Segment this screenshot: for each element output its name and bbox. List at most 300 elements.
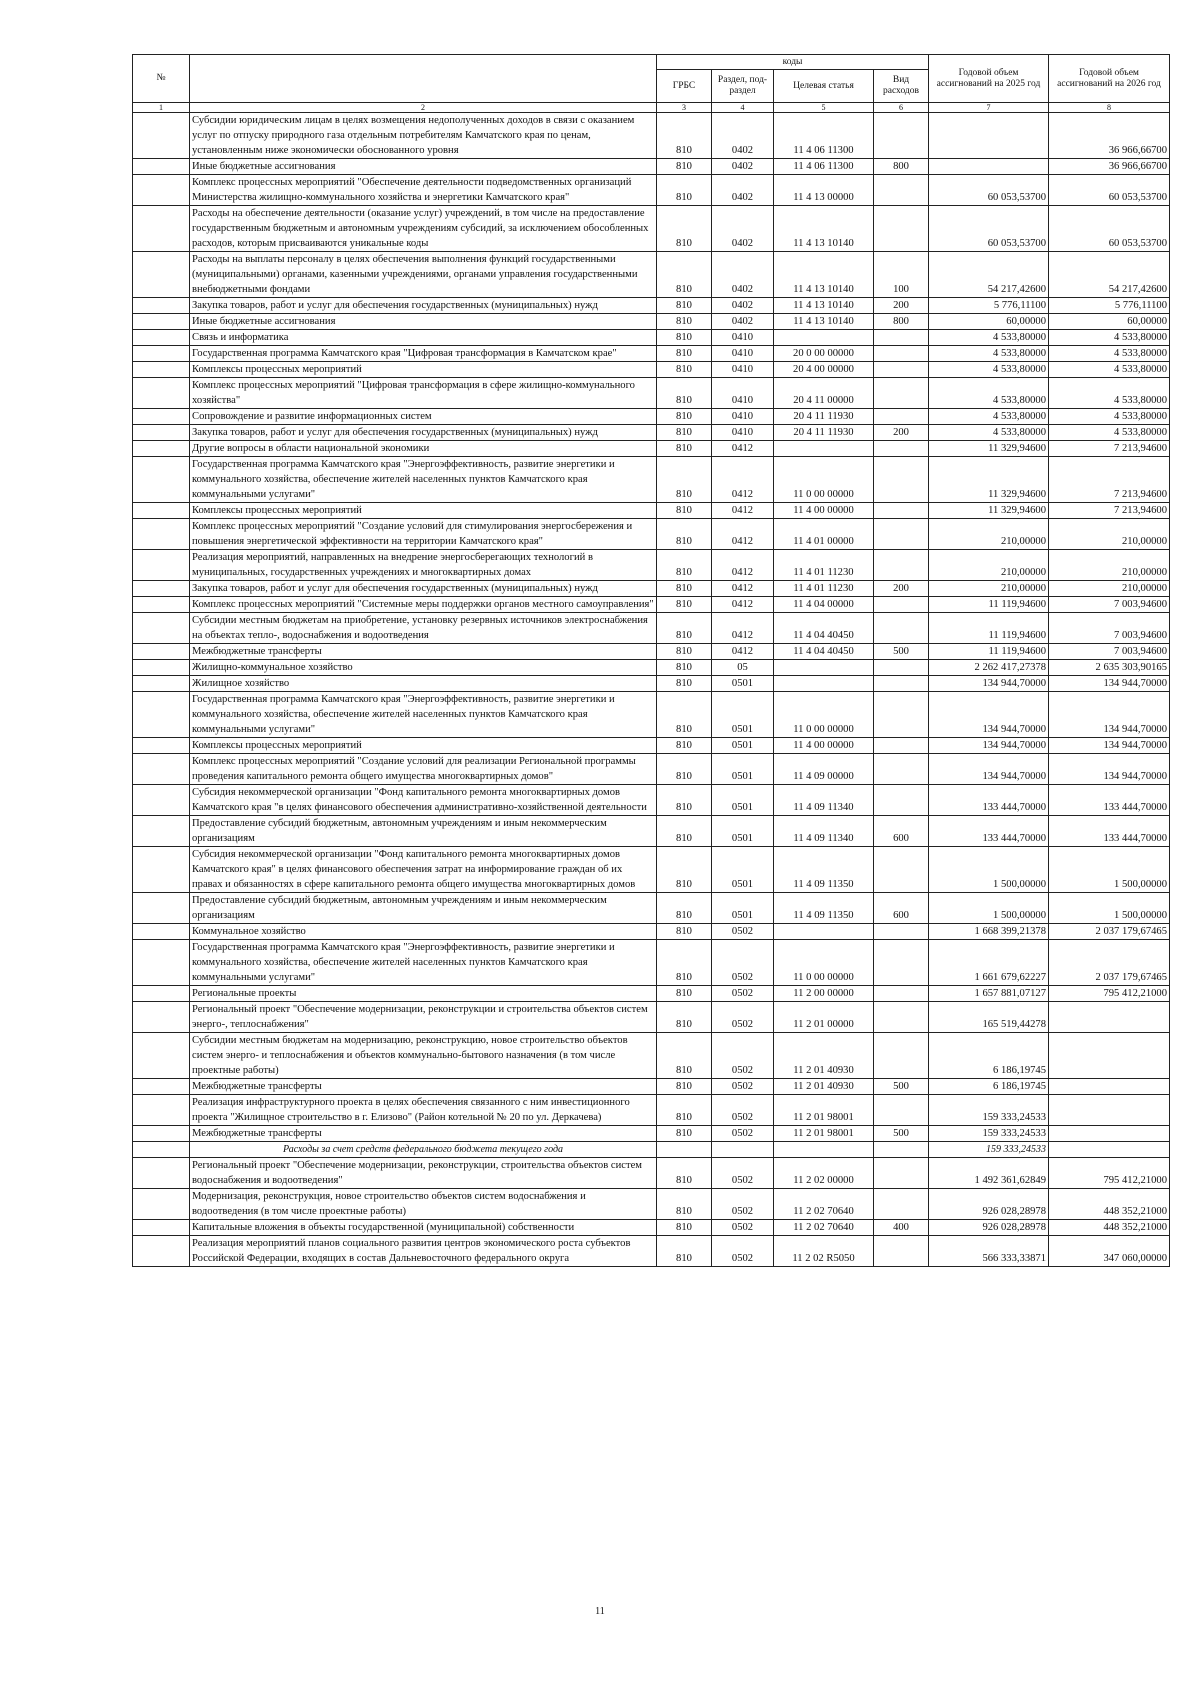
row-target-article: 11 4 04 40450 [774, 644, 874, 660]
row-target-article: 11 0 00 00000 [774, 940, 874, 986]
column-number: 2 [190, 103, 657, 113]
row-expense-type [874, 1095, 929, 1126]
row-volume-2026: 210,00000 [1049, 581, 1170, 597]
row-volume-2025: 4 533,80000 [929, 330, 1049, 346]
row-expense-type [874, 1236, 929, 1267]
row-volume-2025: 6 186,19745 [929, 1033, 1049, 1079]
row-number [133, 425, 190, 441]
column-number: 1 [133, 103, 190, 113]
row-name: Государственная программа Камчатского края "Энергоэффективность, развитие энергетики и коммунального хозяйства, обеспечение жителей населенных пунктов Камчатского края коммунальными услугами" [190, 457, 657, 503]
row-number [133, 847, 190, 893]
row-number [133, 1236, 190, 1267]
row-target-article: 11 4 04 00000 [774, 597, 874, 613]
row-volume-2026: 2 037 179,67465 [1049, 940, 1170, 986]
table-row [133, 816, 1170, 847]
row-razdel: 0402 [712, 206, 774, 252]
row-volume-2025: 60,00000 [929, 314, 1049, 330]
row-grbs: 810 [657, 847, 712, 893]
row-target-article: 11 4 13 00000 [774, 175, 874, 206]
row-grbs: 810 [657, 159, 712, 175]
table-row [133, 1033, 1170, 1079]
table-row [133, 550, 1170, 581]
row-razdel: 0402 [712, 252, 774, 298]
row-expense-type [874, 206, 929, 252]
row-number [133, 581, 190, 597]
row-razdel: 0412 [712, 457, 774, 503]
table-row [133, 581, 1170, 597]
row-name: Комплекс процессных мероприятий "Обеспечение деятельности подведомственных организаций Министерства жилищно-коммунального хозяйства и энергетики Камчатского края" [190, 175, 657, 206]
row-expense-type [874, 738, 929, 754]
row-grbs: 810 [657, 441, 712, 457]
table-row [133, 692, 1170, 738]
row-name: Предоставление субсидий бюджетным, автономным учреждениям и иным некоммерческим организациям [190, 893, 657, 924]
row-grbs: 810 [657, 1189, 712, 1220]
table-row [133, 175, 1170, 206]
row-volume-2025: 165 519,44278 [929, 1002, 1049, 1033]
table-row [133, 738, 1170, 754]
row-target-article [774, 924, 874, 940]
row-name: Межбюджетные трансферты [190, 644, 657, 660]
row-razdel: 0412 [712, 581, 774, 597]
row-volume-2025: 134 944,70000 [929, 692, 1049, 738]
row-number [133, 940, 190, 986]
row-expense-type [874, 1189, 929, 1220]
row-target-article: 20 4 11 11930 [774, 425, 874, 441]
row-grbs: 810 [657, 597, 712, 613]
row-volume-2026 [1049, 1142, 1170, 1158]
row-target-article: 11 2 02 70640 [774, 1220, 874, 1236]
table-row [133, 1142, 1170, 1158]
row-razdel: 0502 [712, 1033, 774, 1079]
row-expense-type [874, 692, 929, 738]
budget-document [132, 54, 1170, 1267]
row-razdel: 0502 [712, 1126, 774, 1142]
row-number [133, 1158, 190, 1189]
table-row [133, 660, 1170, 676]
row-volume-2026: 134 944,70000 [1049, 676, 1170, 692]
row-number [133, 457, 190, 503]
row-target-article: 11 2 01 98001 [774, 1095, 874, 1126]
row-volume-2026: 4 533,80000 [1049, 346, 1170, 362]
row-volume-2026: 347 060,00000 [1049, 1236, 1170, 1267]
row-target-article: 20 4 00 00000 [774, 362, 874, 378]
row-volume-2026: 7 213,94600 [1049, 441, 1170, 457]
row-razdel: 0412 [712, 644, 774, 660]
row-expense-type: 800 [874, 314, 929, 330]
row-number [133, 550, 190, 581]
row-name: Межбюджетные трансферты [190, 1079, 657, 1095]
row-expense-type [874, 986, 929, 1002]
row-razdel: 0502 [712, 1189, 774, 1220]
row-name: Субсидии юридическим лицам в целях возмещения недополученных доходов в связи с оказанием услуг по отпуску природного газа отдельным потребителям Камчатского края по ценам, установленным ниже экономически обоснованного уровня [190, 113, 657, 159]
table-row [133, 519, 1170, 550]
row-target-article: 20 0 00 00000 [774, 346, 874, 362]
row-number [133, 785, 190, 816]
row-target-article: 11 2 01 00000 [774, 1002, 874, 1033]
row-volume-2026: 4 533,80000 [1049, 362, 1170, 378]
row-razdel: 0501 [712, 893, 774, 924]
row-grbs: 810 [657, 298, 712, 314]
row-name: Закупка товаров, работ и услуг для обеспечения государственных (муниципальных) нужд [190, 581, 657, 597]
row-name: Связь и информатика [190, 330, 657, 346]
row-grbs: 810 [657, 503, 712, 519]
row-number [133, 754, 190, 785]
row-volume-2025: 210,00000 [929, 519, 1049, 550]
row-razdel: 0502 [712, 1002, 774, 1033]
row-grbs: 810 [657, 644, 712, 660]
row-expense-type [874, 409, 929, 425]
row-target-article: 11 4 13 10140 [774, 298, 874, 314]
row-razdel: 0501 [712, 785, 774, 816]
row-expense-type [874, 847, 929, 893]
row-target-article: 11 2 02 70640 [774, 1189, 874, 1220]
row-razdel: 0402 [712, 175, 774, 206]
row-expense-type [874, 550, 929, 581]
row-razdel: 0502 [712, 1236, 774, 1267]
table-row [133, 503, 1170, 519]
row-volume-2026: 1 500,00000 [1049, 847, 1170, 893]
column-number: 7 [929, 103, 1049, 113]
table-row [133, 330, 1170, 346]
row-razdel: 0412 [712, 441, 774, 457]
row-target-article: 11 4 00 00000 [774, 738, 874, 754]
row-grbs: 810 [657, 676, 712, 692]
row-volume-2025: 210,00000 [929, 581, 1049, 597]
row-volume-2026: 4 533,80000 [1049, 330, 1170, 346]
row-name: Закупка товаров, работ и услуг для обеспечения государственных (муниципальных) нужд [190, 298, 657, 314]
row-razdel: 0501 [712, 692, 774, 738]
row-grbs: 810 [657, 1158, 712, 1189]
row-target-article: 20 4 11 00000 [774, 378, 874, 409]
row-number [133, 1095, 190, 1126]
row-name: Субсидия некоммерческой организации "Фонд капитального ремонта многоквартирных домов Камчатского края" в целях финансового обеспечения затрат на информирование граждан об их правах и обязанностях в сфере капитального ремонта общего имущества многоквартирных домов [190, 847, 657, 893]
row-name: Региональный проект "Обеспечение модернизации, реконструкции и строительства объектов систем энерго-, теплоснабжения" [190, 1002, 657, 1033]
table-row [133, 1095, 1170, 1126]
row-grbs: 810 [657, 738, 712, 754]
table-row [133, 298, 1170, 314]
row-razdel: 0410 [712, 409, 774, 425]
table-row [133, 425, 1170, 441]
row-volume-2025: 1 668 399,21378 [929, 924, 1049, 940]
row-razdel: 0502 [712, 1079, 774, 1095]
row-volume-2025: 134 944,70000 [929, 738, 1049, 754]
row-expense-type: 500 [874, 1079, 929, 1095]
row-target-article: 11 4 09 11340 [774, 816, 874, 847]
row-razdel: 0410 [712, 425, 774, 441]
row-target-article: 11 2 01 40930 [774, 1033, 874, 1079]
row-volume-2026: 60,00000 [1049, 314, 1170, 330]
row-volume-2026: 4 533,80000 [1049, 409, 1170, 425]
row-name: Закупка товаров, работ и услуг для обеспечения государственных (муниципальных) нужд [190, 425, 657, 441]
row-number [133, 330, 190, 346]
row-volume-2026: 7 213,94600 [1049, 503, 1170, 519]
row-volume-2026 [1049, 1002, 1170, 1033]
row-volume-2026 [1049, 1033, 1170, 1079]
row-name: Комплекс процессных мероприятий "Цифровая трансформация в сфере жилищно-коммунального хозяйства" [190, 378, 657, 409]
row-name: Реализация мероприятий, направленных на внедрение энергосберегающих технологий в муниципальных, государственных учреждениях и многоквартирных домах [190, 550, 657, 581]
row-target-article: 11 4 06 11300 [774, 113, 874, 159]
row-volume-2025: 4 533,80000 [929, 425, 1049, 441]
row-grbs: 810 [657, 346, 712, 362]
row-name: Иные бюджетные ассигнования [190, 314, 657, 330]
row-target-article: 11 4 09 00000 [774, 754, 874, 785]
row-number [133, 738, 190, 754]
row-expense-type [874, 175, 929, 206]
row-volume-2025 [929, 113, 1049, 159]
row-number [133, 1220, 190, 1236]
row-volume-2025: 5 776,11100 [929, 298, 1049, 314]
row-razdel: 0502 [712, 1220, 774, 1236]
row-volume-2025: 210,00000 [929, 550, 1049, 581]
row-grbs: 810 [657, 330, 712, 346]
row-volume-2025: 159 333,24533 [929, 1126, 1049, 1142]
row-number [133, 503, 190, 519]
row-target-article: 11 4 06 11300 [774, 159, 874, 175]
row-name: Государственная программа Камчатского края "Энергоэффективность, развитие энергетики и коммунального хозяйства, обеспечение жителей населенных пунктов Камчатского края коммунальными услугами" [190, 940, 657, 986]
row-target-article: 11 2 02 00000 [774, 1158, 874, 1189]
row-razdel: 0501 [712, 738, 774, 754]
row-number [133, 409, 190, 425]
row-number [133, 159, 190, 175]
row-target-article: 11 4 09 11350 [774, 847, 874, 893]
row-expense-type: 400 [874, 1220, 929, 1236]
column-number: 6 [874, 103, 929, 113]
row-number [133, 1033, 190, 1079]
table-row [133, 1158, 1170, 1189]
table-row [133, 1189, 1170, 1220]
row-expense-type: 500 [874, 644, 929, 660]
row-name: Капитальные вложения в объекты государственной (муниципальной) собственности [190, 1220, 657, 1236]
row-volume-2026: 448 352,21000 [1049, 1189, 1170, 1220]
column-number: 5 [774, 103, 874, 113]
row-number [133, 519, 190, 550]
row-expense-type [874, 940, 929, 986]
row-grbs: 810 [657, 1095, 712, 1126]
header-target-article: Целевая статья [774, 70, 874, 103]
table-row [133, 252, 1170, 298]
row-expense-type [874, 1158, 929, 1189]
row-name: Комплексы процессных мероприятий [190, 738, 657, 754]
row-expense-type: 800 [874, 159, 929, 175]
row-volume-2025: 11 119,94600 [929, 613, 1049, 644]
row-volume-2026: 7 003,94600 [1049, 644, 1170, 660]
row-target-article: 20 4 11 11930 [774, 409, 874, 425]
table-row [133, 206, 1170, 252]
table-row [133, 644, 1170, 660]
row-expense-type [874, 362, 929, 378]
row-volume-2026: 133 444,70000 [1049, 816, 1170, 847]
row-name: Сопровождение и развитие информационных систем [190, 409, 657, 425]
row-target-article: 11 4 00 00000 [774, 503, 874, 519]
header-num: № [133, 55, 190, 103]
row-razdel: 0412 [712, 519, 774, 550]
row-grbs: 810 [657, 692, 712, 738]
row-grbs: 810 [657, 1079, 712, 1095]
budget-rows [133, 113, 1170, 1267]
row-grbs: 810 [657, 550, 712, 581]
row-grbs: 810 [657, 457, 712, 503]
row-number [133, 378, 190, 409]
row-razdel: 0402 [712, 113, 774, 159]
row-grbs: 810 [657, 378, 712, 409]
row-expense-type [874, 613, 929, 644]
row-volume-2025: 1 500,00000 [929, 847, 1049, 893]
column-numbers-row [133, 103, 1170, 113]
row-target-article [774, 676, 874, 692]
row-grbs: 810 [657, 1220, 712, 1236]
row-number [133, 1126, 190, 1142]
row-number [133, 816, 190, 847]
row-volume-2025: 566 333,33871 [929, 1236, 1049, 1267]
row-razdel: 0410 [712, 378, 774, 409]
row-volume-2026: 134 944,70000 [1049, 738, 1170, 754]
row-expense-type [874, 519, 929, 550]
row-target-article: 11 4 01 11230 [774, 550, 874, 581]
row-volume-2026: 2 037 179,67465 [1049, 924, 1170, 940]
row-target-article: 11 2 01 40930 [774, 1079, 874, 1095]
row-target-article: 11 0 00 00000 [774, 457, 874, 503]
row-target-article: 11 4 13 10140 [774, 314, 874, 330]
row-grbs: 810 [657, 660, 712, 676]
row-volume-2026: 448 352,21000 [1049, 1220, 1170, 1236]
row-volume-2025: 11 329,94600 [929, 457, 1049, 503]
row-grbs: 810 [657, 581, 712, 597]
row-name: Комплексы процессных мероприятий [190, 362, 657, 378]
table-row [133, 1002, 1170, 1033]
table-row [133, 986, 1170, 1002]
row-target-article [774, 330, 874, 346]
budget-table [132, 54, 1170, 1267]
row-number [133, 597, 190, 613]
row-volume-2025: 1 661 679,62227 [929, 940, 1049, 986]
row-expense-type: 200 [874, 298, 929, 314]
row-number [133, 1079, 190, 1095]
row-volume-2025: 4 533,80000 [929, 362, 1049, 378]
table-row [133, 457, 1170, 503]
row-name: Комплекс процессных мероприятий "Создание условий для реализации Региональной программы проведения капитального ремонта общего имущества многоквартирных домов" [190, 754, 657, 785]
row-grbs: 810 [657, 754, 712, 785]
row-volume-2025: 4 533,80000 [929, 378, 1049, 409]
row-name: Расходы на обеспечение деятельности (оказание услуг) учреждений, в том числе на предоставление государственным бюджетным и автономным учреждениям субсидий, за исключением обособленных расходов, которым присваиваются уникальные коды [190, 206, 657, 252]
row-name: Комплекс процессных мероприятий "Создание условий для стимулирования энергосбережения и повышения энергетической эффективности на территории Камчатского края" [190, 519, 657, 550]
table-row [133, 346, 1170, 362]
row-volume-2026: 7 213,94600 [1049, 457, 1170, 503]
row-volume-2025: 11 329,94600 [929, 503, 1049, 519]
row-razdel: 0501 [712, 754, 774, 785]
row-grbs: 810 [657, 924, 712, 940]
row-name: Расходы за счет средств федерального бюджета текущего года [190, 1142, 657, 1158]
row-target-article [774, 441, 874, 457]
row-target-article: 11 4 01 00000 [774, 519, 874, 550]
row-grbs: 810 [657, 206, 712, 252]
row-volume-2025: 2 262 417,27378 [929, 660, 1049, 676]
header-volume-2026: Годовой объем ассигнований на 2026 год [1049, 55, 1170, 103]
row-target-article: 11 4 13 10140 [774, 206, 874, 252]
row-grbs: 810 [657, 893, 712, 924]
row-name: Жилищно-коммунальное хозяйство [190, 660, 657, 676]
row-number [133, 1002, 190, 1033]
row-volume-2026: 134 944,70000 [1049, 692, 1170, 738]
row-razdel: 0402 [712, 159, 774, 175]
table-row [133, 676, 1170, 692]
row-grbs: 810 [657, 425, 712, 441]
row-name: Реализация мероприятий планов социального развития центров экономического роста субъектов Российской Федерации, входящих в состав Дальневосточного федерального округа [190, 1236, 657, 1267]
row-number [133, 314, 190, 330]
row-volume-2026: 54 217,42600 [1049, 252, 1170, 298]
row-volume-2025: 6 186,19745 [929, 1079, 1049, 1095]
row-volume-2025: 1 492 361,62849 [929, 1158, 1049, 1189]
row-volume-2025: 134 944,70000 [929, 676, 1049, 692]
row-expense-type [874, 597, 929, 613]
table-row [133, 314, 1170, 330]
row-volume-2026: 60 053,53700 [1049, 175, 1170, 206]
table-row [133, 113, 1170, 159]
row-expense-type [874, 457, 929, 503]
row-number [133, 613, 190, 644]
row-target-article: 11 2 01 98001 [774, 1126, 874, 1142]
table-row [133, 893, 1170, 924]
table-row [133, 597, 1170, 613]
row-number [133, 252, 190, 298]
row-name: Государственная программа Камчатского края "Цифровая трансформация в Камчатском крае" [190, 346, 657, 362]
row-name: Жилищное хозяйство [190, 676, 657, 692]
row-volume-2025: 1 500,00000 [929, 893, 1049, 924]
row-expense-type: 100 [874, 252, 929, 298]
table-row [133, 159, 1170, 175]
row-number [133, 1189, 190, 1220]
row-target-article: 11 4 13 10140 [774, 252, 874, 298]
table-row [133, 362, 1170, 378]
table-row [133, 1126, 1170, 1142]
row-volume-2026: 795 412,21000 [1049, 986, 1170, 1002]
row-razdel [712, 1142, 774, 1158]
row-grbs: 810 [657, 362, 712, 378]
row-expense-type [874, 785, 929, 816]
row-expense-type [874, 754, 929, 785]
row-target-article: 11 4 09 11340 [774, 785, 874, 816]
row-volume-2026: 795 412,21000 [1049, 1158, 1170, 1189]
row-number [133, 986, 190, 1002]
row-target-article [774, 1142, 874, 1158]
row-volume-2025: 4 533,80000 [929, 409, 1049, 425]
row-volume-2025: 4 533,80000 [929, 346, 1049, 362]
page-number: 11 [595, 1606, 605, 1617]
row-number [133, 644, 190, 660]
table-row [133, 409, 1170, 425]
row-number [133, 175, 190, 206]
row-grbs: 810 [657, 1002, 712, 1033]
row-volume-2025: 11 329,94600 [929, 441, 1049, 457]
header-grbs: ГРБС [657, 70, 712, 103]
row-name: Иные бюджетные ассигнования [190, 159, 657, 175]
row-target-article: 11 4 04 40450 [774, 613, 874, 644]
row-name: Коммунальное хозяйство [190, 924, 657, 940]
row-number [133, 660, 190, 676]
row-number [133, 346, 190, 362]
row-grbs: 810 [657, 1033, 712, 1079]
table-row [133, 613, 1170, 644]
row-volume-2025: 926 028,28978 [929, 1189, 1049, 1220]
row-grbs: 810 [657, 940, 712, 986]
row-number [133, 113, 190, 159]
row-volume-2026 [1049, 1079, 1170, 1095]
row-expense-type [874, 676, 929, 692]
row-grbs: 810 [657, 1236, 712, 1267]
row-name: Реализация инфраструктурного проекта в целях обеспечения связанного с ним инвестиционного проекта "Жилищное строительство в г. Елизово" (Район котельной № 20 по ул. Деркачева) [190, 1095, 657, 1126]
row-volume-2025: 134 944,70000 [929, 754, 1049, 785]
row-grbs: 810 [657, 816, 712, 847]
row-number [133, 298, 190, 314]
